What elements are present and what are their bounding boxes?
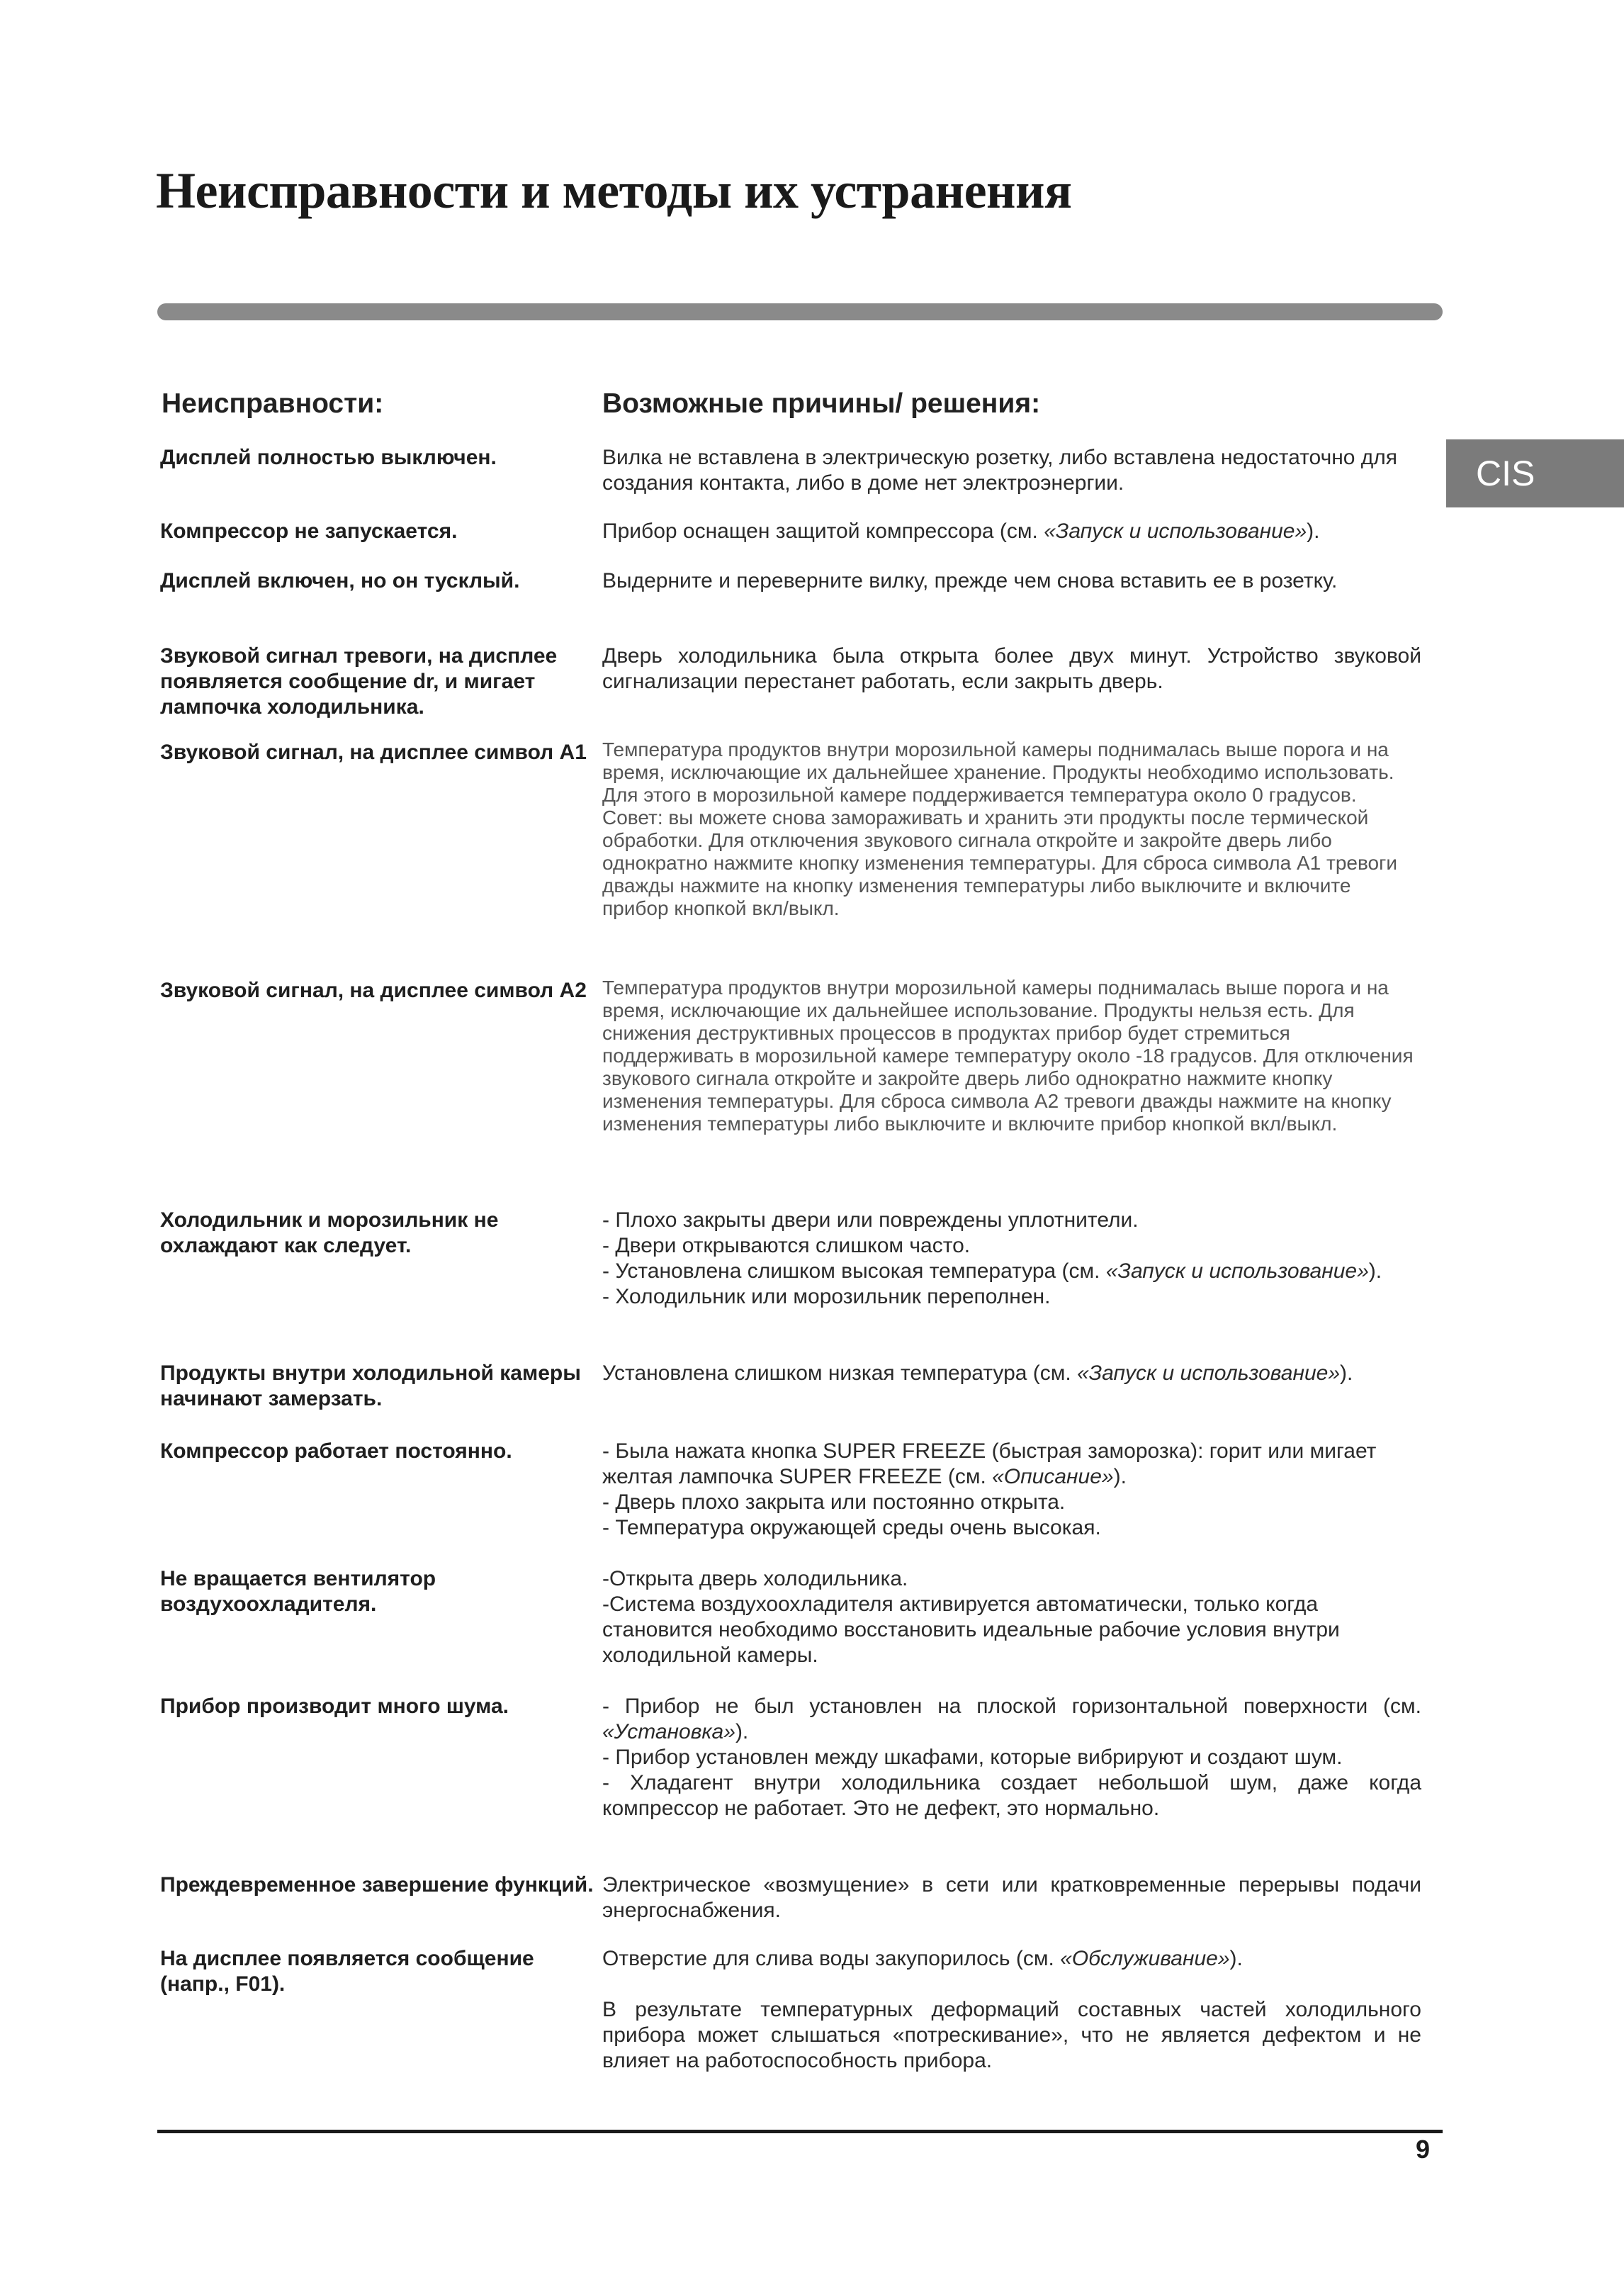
fault-text: Преждевременное завершение функций. [160,1873,594,1897]
table-row [160,519,1421,568]
troubleshooting-table [160,445,1421,2088]
faults-header: Неисправности: [162,388,384,419]
solution-text: Установлена слишком низкая температура (см. «Запуск и использование»). [602,1361,1353,1385]
solution-list [602,1694,1421,1872]
fault-text: Холодильник и морозильник не охлаждают как следует. [160,1208,499,1257]
solution-line: -Открыта дверь холодильника. [602,1567,908,1590]
table-row [160,1694,1421,1872]
table-row [160,1872,1421,1946]
table-row [160,568,1421,644]
table-row [160,1946,1421,2088]
fault-text: На дисплее появляется сообщение (напр., F01). [160,1947,534,1996]
table-row [160,1566,1421,1694]
fault-text: Продукты внутри холодильной камеры начинают замерзать. [160,1361,581,1410]
fault-text: Компрессор не запускается. [160,519,458,543]
fault-text: Прибор производит много шума. [160,1695,509,1718]
solution-line: - Температура окружающей среды очень высокая. [602,1516,1101,1539]
solution-line: - Холодильник или морозильник переполнен. [602,1285,1051,1308]
solution-text: Электрическое «возмущение» в сети или кратковременные перерывы подачи энергоснабжения. [602,1873,1422,1922]
solution-text: Прибор оснащен защитой компрессора (см. «Запуск и использование»). [602,519,1320,543]
solution-list [602,1208,1421,1361]
solution-line: - Плохо закрыты двери или повреждены уплотнители. [602,1208,1139,1232]
table-row [160,738,1421,977]
solution-text: Вилка не вставлена в электрическую розетку, либо вставлена недостаточно для создания контакта, либо в доме нет электроэнергии. [602,446,1398,495]
table-row [160,1208,1421,1361]
solution-list [602,1566,1421,1694]
solution-line: - Дверь плохо закрыта или постоянно открыта. [602,1490,1066,1514]
solution-text: Температура продуктов внутри морозильной камеры поднималась выше порога и на время, исключающие их дальнейшее использование. Продукты нельзя есть. Для снижения деструктивных процессов в продуктах прибор будет стремиться поддерживать в морозильной камере температуру около -18 градусов. Для отключения звукового сигнала откройте и закройте дверь либо однократно нажмите кнопку изменения температуры. Для сброса символа A2 тревоги дважды нажмите на кнопку изменения температуры либо выключите и включите прибор кнопкой вкл/выкл. [602,977,1414,1135]
page-number: 9 [1416,2135,1431,2164]
page-title: Неисправности и методы их устранения [156,162,1072,219]
solutions-header: Возможные причины/ решения: [602,388,1041,419]
solution-line: -Система воздухоохладителя активируется автоматически, только когда становится необходимо восстановить идеальные рабочие условия внутри холодильной камеры. [602,1592,1340,1667]
solution-line: - Хладагент внутри холодильника создает небольшой шум, даже когда компрессор не работает. Это не дефект, это нормально. [602,1771,1421,1820]
solution-line: - Прибор установлен между шкафами, которые вибрируют и создают шум. [602,1746,1343,1769]
fault-text: Дисплей включен, но он тусклый. [160,569,520,592]
table-row [160,644,1421,738]
table-row [160,977,1421,1208]
solution-list [602,1439,1421,1566]
table-row [160,445,1421,519]
solution-line: - Прибор не был установлен на плоской горизонтальной поверхности (см. «Установка»). [602,1695,1421,1743]
footer-divider [157,2130,1443,2133]
fault-text: Звуковой сигнал, на дисплее символ A2 [160,979,587,1002]
solution-line: - Установлена слишком высокая температура (см. «Запуск и использование»). [602,1259,1382,1283]
title-divider [157,303,1443,320]
language-tab: CIS [1446,439,1624,507]
solution-text: Температура продуктов внутри морозильной камеры поднималась выше порога и на время, исключающие их дальнейшее хранение. Продукты необходимо использовать. Для этого в морозильной камере поддерживается температура около 0 градусов. Совет: вы можете снова замораживать и хранить эти продукты после термической обработки. Для отключения звукового сигнала откройте и закройте дверь либо однократно нажмите кнопку изменения температуры. Для сброса символа A1 тревоги дважды нажмите на кнопку изменения температуры либо выключите и включите прибор кнопкой вкл/выкл. [602,738,1397,919]
solution-text: Дверь холодильника была открыта более двух минут. Устройство звуковой сигнализации перестанет работать, если закрыть дверь. [602,644,1421,693]
extra-note: В результате температурных деформаций составных частей холодильного прибора может слышаться «потрескивание», что не является дефектом и не влияет на работоспособность прибора. [602,1998,1421,2072]
fault-text: Звуковой сигнал тревоги, на дисплее появляется сообщение dr, и мигает лампочка холодильника. [160,644,558,719]
fault-text: Звуковой сигнал, на дисплее символ A1 [160,741,587,764]
solution-text: Выдерните и переверните вилку, прежде чем снова вставить ее в розетку. [602,569,1338,592]
fault-text: Компрессор работает постоянно. [160,1439,512,1463]
table-row [160,1361,1421,1439]
solution-text: Отверстие для слива воды закупорилось (см. «Обслуживание»). [602,1947,1243,1970]
fault-text: Не вращается вентилятор воздухоохладителя. [160,1567,436,1616]
table-row [160,1439,1421,1566]
solution-line: - Была нажата кнопка SUPER FREEZE (быстрая заморозка): горит или мигает желтая лампочка SUPER FREEZE (см. «Описание»). [602,1439,1377,1488]
fault-text: Дисплей полностью выключен. [160,446,497,469]
solution-block [602,1946,1421,2088]
solution-line: - Двери открываются слишком часто. [602,1234,971,1257]
